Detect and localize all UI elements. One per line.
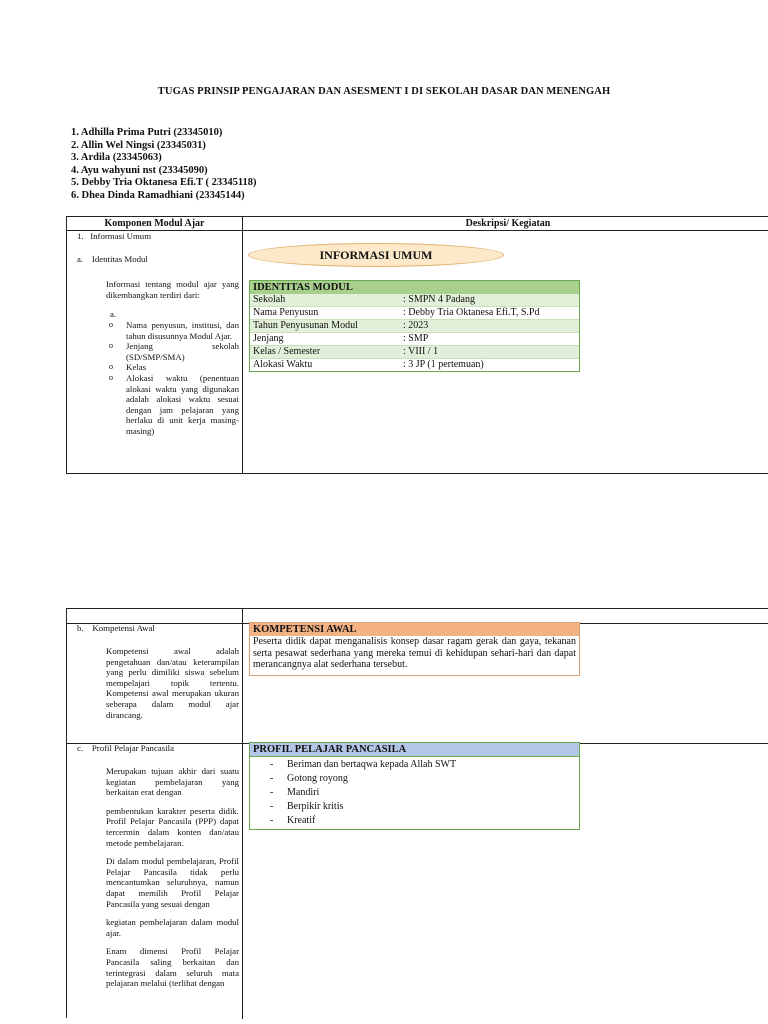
kompetensi-awal-header: KOMPETENSI AWAL [250,623,579,636]
identitas-row: Jenjang : SMP [250,333,579,346]
bullet-circle-icon: o [109,341,113,351]
kompetensi-awal-box [249,622,580,676]
identitas-row: Tahun Penyusunan Modul : 2023 [250,320,579,333]
bullet-circle-icon: o [109,362,113,372]
identitas-modul-header: IDENTITAS MODUL [250,281,579,294]
column-header-description: Deskripsi/ Kegiatan [465,218,551,229]
member-list [71,127,257,203]
dash-icon: - [270,801,274,812]
identitas-row: Kelas / Semester : VIII / 1 [250,346,579,359]
member-item: 5. Debby Tria Oktanesa Efi.T ( 23345118) [71,177,257,189]
kompetensi-awal-description: Kompetensi awal adalah pengetahuan dan/atau keterampilan yang perlu dimiliki siswa sebelum mempelajari topik tertentu. Kompetensi awal merupakan ukuran seberapa dalam modul ajar dirancang. [106,646,239,720]
identitas-modul-box [249,280,580,372]
identitas-description: Informasi tentang modul ajar yang dikembangkan terdiri dari: [106,279,239,300]
member-item: 4. Ayu wahyuni nst (23345090) [71,164,208,176]
list-item: o Alokasi waktu (penentuan alokasi waktu yang digunakan adalah alokasi waktu sesuai dengan jam pelajaran yang berlaku di unit kerja masing-masing) [109,372,239,436]
member-item: 6. Dhea Dinda Ramadhiani (23345144) [71,189,245,201]
list-item: - Kreatif [270,815,316,826]
column-header-component: Komponen Modul Ajar [104,218,205,229]
profil-pelajar-list [250,757,579,828]
list-item: o Kelas [109,362,147,373]
list-marker: a. [110,309,117,319]
paragraph: Merupakan tujuan akhir dari suatu kegiatan pembelajaran yang berkaitan erat dengan [106,766,239,798]
kompetensi-awal-text: Peserta didik dapat menganalisis konsep dasar ragam gerak dan gaya, tekanan serta pesawat sederhana yang mereka temui di kehidupan sehari-hari dan dapat merancangnya alat sederhana tersebut. [253,636,576,670]
profil-pelajar-box [249,742,580,830]
identitas-row: Sekolah : SMPN 4 Padang [250,294,579,307]
document-title: TUGAS PRINSIP PENGAJARAN DAN ASESMENT I DI SEKOLAH DASAR DAN MENENGAH [157,86,611,97]
section-heading-profil-pelajar: c. Profil Pelajar Pancasila [77,743,174,753]
informasi-umum-banner: INFORMASI UMUM [248,243,504,267]
identitas-row: Alokasi Waktu : 3 JP (1 pertemuan) [253,359,484,370]
bullet-circle-icon: o [109,320,113,329]
member-item: 2. Allin Wel Ningsi (23345031) [71,139,206,151]
member-item: 3. Ardila (23345063) [71,152,162,164]
list-item: - Berpikir kritis [270,801,344,812]
dash-icon: - [270,787,274,798]
paragraph: kegiatan pembelajaran dalam modul ajar. [106,917,239,938]
dash-icon: - [270,759,274,770]
section-heading-informasi-umum: 1. Informasi Umum [77,231,152,241]
dash-icon: - [270,815,274,826]
paragraph: Di dalam modul pembelajaran, Profil Pelajar Pancasila tidak perlu mencantumkan seluruhnya, namun dapat memilih Profil Pelajar Pancasila yang sesuai dengan [106,856,239,909]
section-sub-identitas-modul: a. Identitas Modul [77,254,148,264]
list-item: - Mandiri [270,787,320,798]
member-item: 1. Adhilla Prima Putri (23345010) [71,127,223,138]
bullet-circle-icon: o [109,372,113,382]
list-item: o Jenjang sekolah (SD/SMP/SMA) [109,341,239,362]
list-item: o Nama penyusun, institusi, dan tahun disusunnya Modul Ajar. [109,320,239,341]
profil-pelajar-header: PROFIL PELAJAR PANCASILA [250,743,579,757]
list-item: - Beriman dan bertaqwa kepada Allah SWT [270,759,457,770]
identitas-row: Nama Penyusun : Debby Tria Oktanesa Efi.T, S.Pd [250,307,579,320]
list-item: - Gotong royong [270,773,348,784]
section-heading-kompetensi-awal: b. Kompetensi Awal [77,623,155,633]
paragraph: pembentukan karakter peserta didik. Profil Pelajar Pancasila (PPP) dapat tercermin dalam konten dan/atau metode pembelajaran. [106,805,239,848]
identitas-bullet-list [106,320,239,437]
dash-icon: - [270,773,274,784]
paragraph: Enam dimensi Profil Pelajar Pancasila saling berkaitan dan terintegrasi dalam seluruh mata pelajaran melalui (terlihat dengan [106,946,239,989]
profil-pelajar-description [106,766,239,989]
